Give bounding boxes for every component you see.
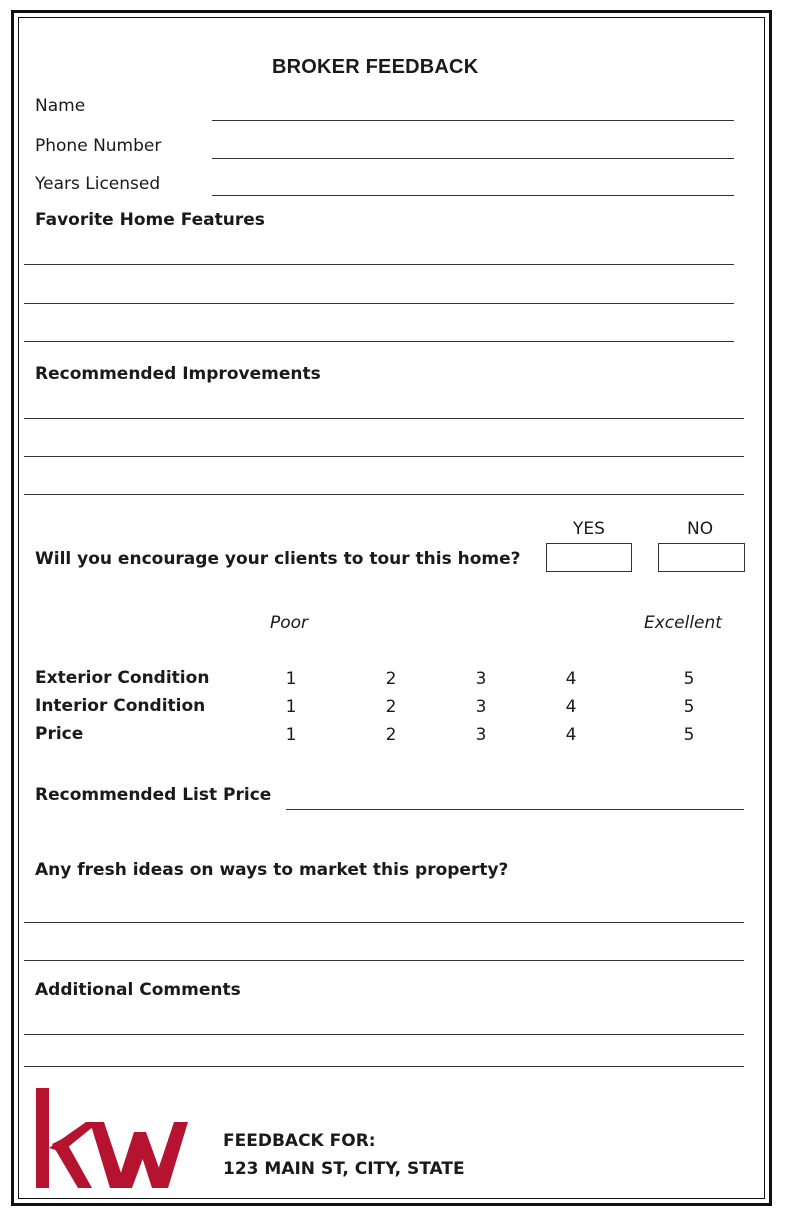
improvements-line[interactable] bbox=[24, 456, 744, 457]
rating-option[interactable]: 4 bbox=[565, 669, 577, 689]
feedback-for-label: FEEDBACK FOR: bbox=[223, 1131, 376, 1151]
favorites-heading: Favorite Home Features bbox=[35, 210, 265, 230]
marketing-line[interactable] bbox=[24, 960, 744, 961]
yes-checkbox[interactable] bbox=[546, 543, 632, 572]
rating-option[interactable]: 2 bbox=[385, 725, 397, 745]
rating-option[interactable]: 4 bbox=[565, 725, 577, 745]
rating-option[interactable]: 3 bbox=[475, 697, 487, 717]
rating-option[interactable]: 1 bbox=[285, 697, 297, 717]
name-field[interactable] bbox=[212, 120, 734, 121]
rating-option[interactable]: 2 bbox=[385, 669, 397, 689]
no-label: NO bbox=[687, 519, 714, 539]
rating-option[interactable]: 2 bbox=[385, 697, 397, 717]
rating-option[interactable]: 4 bbox=[565, 697, 577, 717]
rating-row-label: Price bbox=[35, 724, 84, 744]
list-price-field[interactable] bbox=[286, 809, 744, 810]
marketing-line[interactable] bbox=[24, 922, 744, 923]
favorites-line[interactable] bbox=[24, 303, 734, 304]
years-label: Years Licensed bbox=[35, 174, 161, 194]
improvements-line[interactable] bbox=[24, 418, 744, 419]
rating-row-label: Interior Condition bbox=[35, 696, 206, 716]
improvements-line[interactable] bbox=[24, 494, 744, 495]
comments-line[interactable] bbox=[24, 1066, 744, 1067]
comments-line[interactable] bbox=[24, 1034, 744, 1035]
kw-logo bbox=[34, 1086, 190, 1190]
rating-option[interactable]: 5 bbox=[683, 697, 695, 717]
rating-option[interactable]: 1 bbox=[285, 669, 297, 689]
rating-option[interactable]: 5 bbox=[683, 725, 695, 745]
comments-heading: Additional Comments bbox=[35, 980, 241, 1000]
rating-option[interactable]: 3 bbox=[475, 669, 487, 689]
excellent-label: Excellent bbox=[644, 613, 722, 633]
improvements-heading: Recommended Improvements bbox=[35, 364, 321, 384]
marketing-heading: Any fresh ideas on ways to market this property? bbox=[35, 860, 509, 880]
phone-label: Phone Number bbox=[35, 136, 162, 156]
favorites-line[interactable] bbox=[24, 264, 734, 265]
property-address: 123 MAIN ST, CITY, STATE bbox=[223, 1159, 465, 1179]
favorites-line[interactable] bbox=[24, 341, 734, 342]
no-checkbox[interactable] bbox=[658, 543, 745, 572]
tour-question: Will you encourage your clients to tour this home? bbox=[35, 549, 521, 569]
form-title: BROKER FEEDBACK bbox=[272, 56, 479, 78]
rating-option[interactable]: 3 bbox=[475, 725, 487, 745]
poor-label: Poor bbox=[270, 613, 309, 633]
phone-field[interactable] bbox=[212, 158, 734, 159]
years-field[interactable] bbox=[212, 195, 734, 196]
rating-row-label: Exterior Condition bbox=[35, 668, 210, 688]
rating-option[interactable]: 5 bbox=[683, 669, 695, 689]
rating-option[interactable]: 1 bbox=[285, 725, 297, 745]
name-label: Name bbox=[35, 96, 86, 116]
list-price-label: Recommended List Price bbox=[35, 785, 272, 805]
yes-label: YES bbox=[573, 519, 605, 539]
